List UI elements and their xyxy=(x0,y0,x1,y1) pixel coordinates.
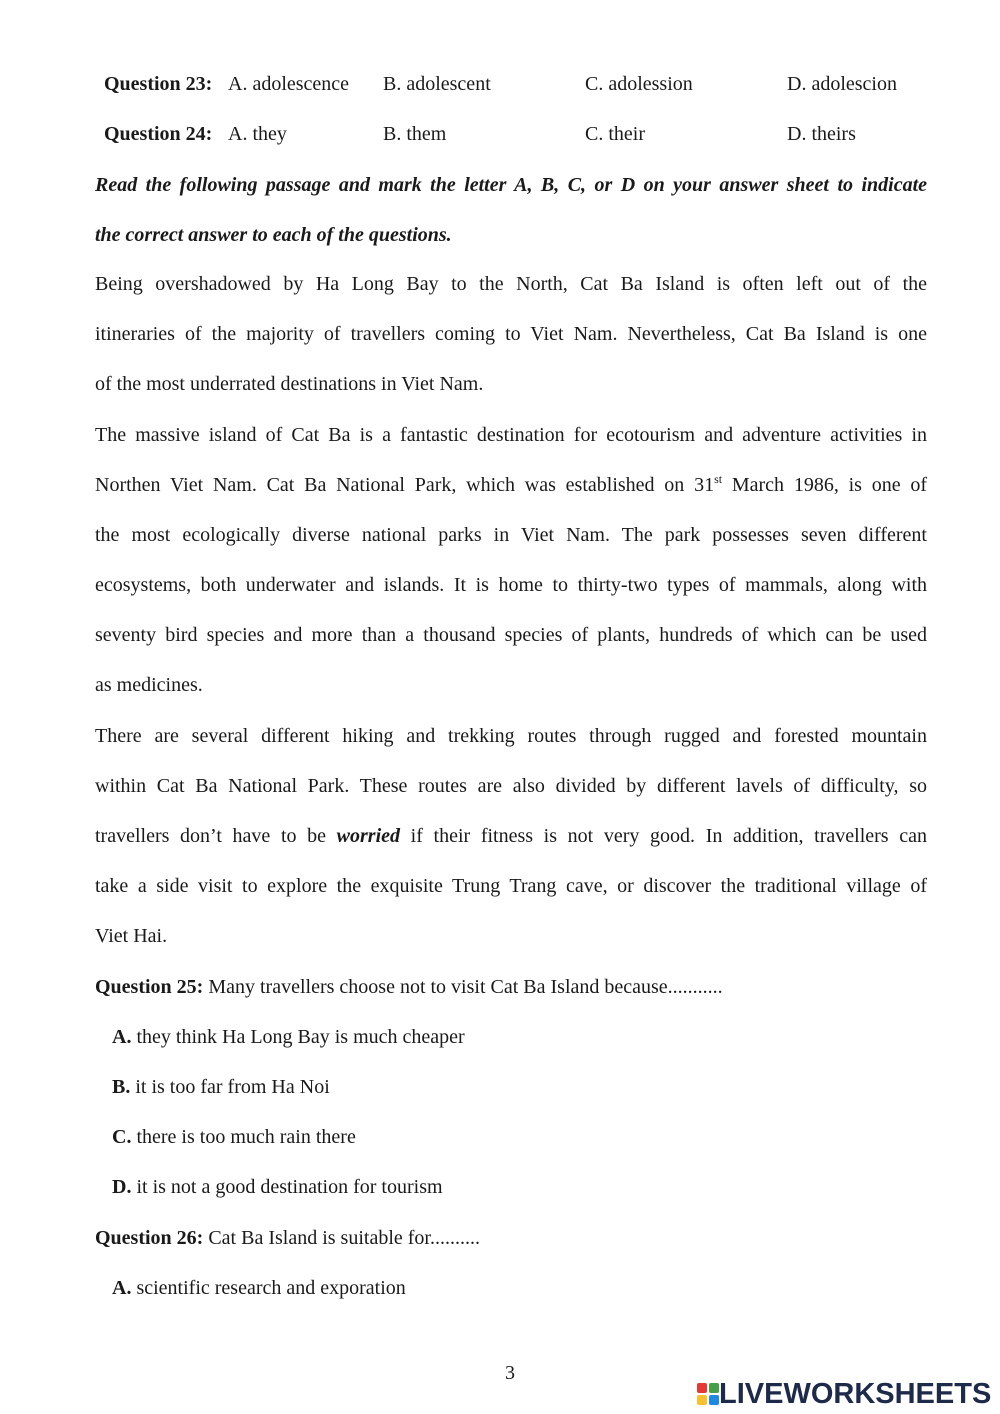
question-24-option-b[interactable]: B. them xyxy=(383,123,447,145)
passage-p2-line-3: the most ecologically diverse national parks in Viet Nam. The park possesses seven different xyxy=(95,524,927,546)
instruction-line-1: Read the following passage and mark the letter A, B, C, or D on your answer sheet to indicate xyxy=(95,174,927,196)
passage-p3-line-5: Viet Hai. xyxy=(95,925,168,947)
question-24-option-d[interactable]: D. theirs xyxy=(787,123,856,145)
passage-p2-line-6: as medicines. xyxy=(95,674,203,696)
choice-text: they think Ha Long Bay is much cheaper xyxy=(131,1026,465,1048)
passage-p3-line-1: There are several different hiking and trekking routes through rugged and forested mountain xyxy=(95,725,927,747)
passage-p2-line-2 xyxy=(95,470,927,500)
question-25-choice-b[interactable] xyxy=(112,1072,330,1102)
question-25-stem xyxy=(95,972,927,1002)
passage-p2-line-2-start: Northen Viet Nam. Cat Ba National Park, which was established on 31 xyxy=(95,474,715,496)
passage-p3-line-3-start: travellers don’t have to be xyxy=(95,825,337,847)
question-26-text: Cat Ba Island is suitable for.......... xyxy=(203,1227,480,1249)
choice-letter: A. xyxy=(112,1026,132,1048)
question-25-choice-d[interactable] xyxy=(112,1172,443,1202)
question-24-option-c[interactable]: C. their xyxy=(585,123,645,145)
question-23-option-b[interactable]: B. adolescent xyxy=(383,73,491,95)
question-24-row xyxy=(104,119,856,149)
question-25-text: Many travellers choose not to visit Cat Ba Island because........... xyxy=(203,976,723,998)
passage-p2-line-5: seventy bird species and more than a thousand species of plants, hundreds of which can be used xyxy=(95,624,927,646)
passage-p3-line-3 xyxy=(95,821,927,851)
emphasized-word: worried xyxy=(336,825,401,847)
question-26-choice-a[interactable] xyxy=(112,1273,406,1303)
passage-p2-line-4: ecosystems, both underwater and islands. It is home to thirty-two types of mammals, along with xyxy=(95,574,927,596)
passage-p2-line-2-end: March 1986, is one of xyxy=(722,474,927,496)
choice-text: it is not a good destination for tourism xyxy=(131,1176,443,1198)
passage-p1-line-1: Being overshadowed by Ha Long Bay to the North, Cat Ba Island is often left out of the xyxy=(95,273,927,295)
question-26-label: Question 26: xyxy=(95,1227,204,1249)
question-24-label: Question 24: xyxy=(104,123,213,145)
liveworksheets-logo[interactable] xyxy=(697,1374,991,1414)
passage-p3-line-2: within Cat Ba National Park. These routes are also divided by different lavels of difficulty, so xyxy=(95,775,927,797)
choice-letter: D. xyxy=(112,1176,132,1198)
question-23-row xyxy=(104,69,897,99)
choice-text: there is too much rain there xyxy=(131,1126,356,1148)
passage-p1-line-3: of the most underrated destinations in Viet Nam. xyxy=(95,373,484,395)
passage-p1-line-2: itineraries of the majority of travellers coming to Viet Nam. Nevertheless, Cat Ba Island is one xyxy=(95,323,927,345)
question-23-option-a[interactable]: A. adolescence xyxy=(228,73,350,95)
question-23-label: Question 23: xyxy=(104,73,213,95)
choice-letter: B. xyxy=(112,1076,131,1098)
question-25-label: Question 25: xyxy=(95,976,204,998)
question-23-option-c[interactable]: C. adolession xyxy=(585,73,693,95)
choice-letter: C. xyxy=(112,1126,132,1148)
choice-text: it is too far from Ha Noi xyxy=(130,1076,330,1098)
ordinal-suffix: st xyxy=(714,472,723,486)
question-23-option-d[interactable]: D. adolescion xyxy=(787,73,897,95)
question-24-option-a[interactable]: A. they xyxy=(228,123,287,145)
question-26-stem xyxy=(95,1223,927,1253)
passage-p3-line-4: take a side visit to explore the exquisite Trung Trang cave, or discover the traditional village of xyxy=(95,875,927,897)
page-number: 3 xyxy=(505,1362,515,1384)
question-25-choice-a[interactable] xyxy=(112,1022,465,1052)
liveworksheets-logo-text: LIVEWORKSHEETS xyxy=(719,1377,992,1410)
choice-text: scientific research and exporation xyxy=(131,1277,406,1299)
liveworksheets-logo-icon xyxy=(697,1383,719,1405)
question-25-choice-c[interactable] xyxy=(112,1122,356,1152)
passage-p2-line-1: The massive island of Cat Ba is a fantastic destination for ecotourism and adventure activities in xyxy=(95,424,927,446)
passage-p3-line-3-end: if their fitness is not very good. In addition, travellers can xyxy=(400,825,927,847)
choice-letter: A. xyxy=(112,1277,132,1299)
instruction-line-2: the correct answer to each of the questions. xyxy=(95,224,452,246)
